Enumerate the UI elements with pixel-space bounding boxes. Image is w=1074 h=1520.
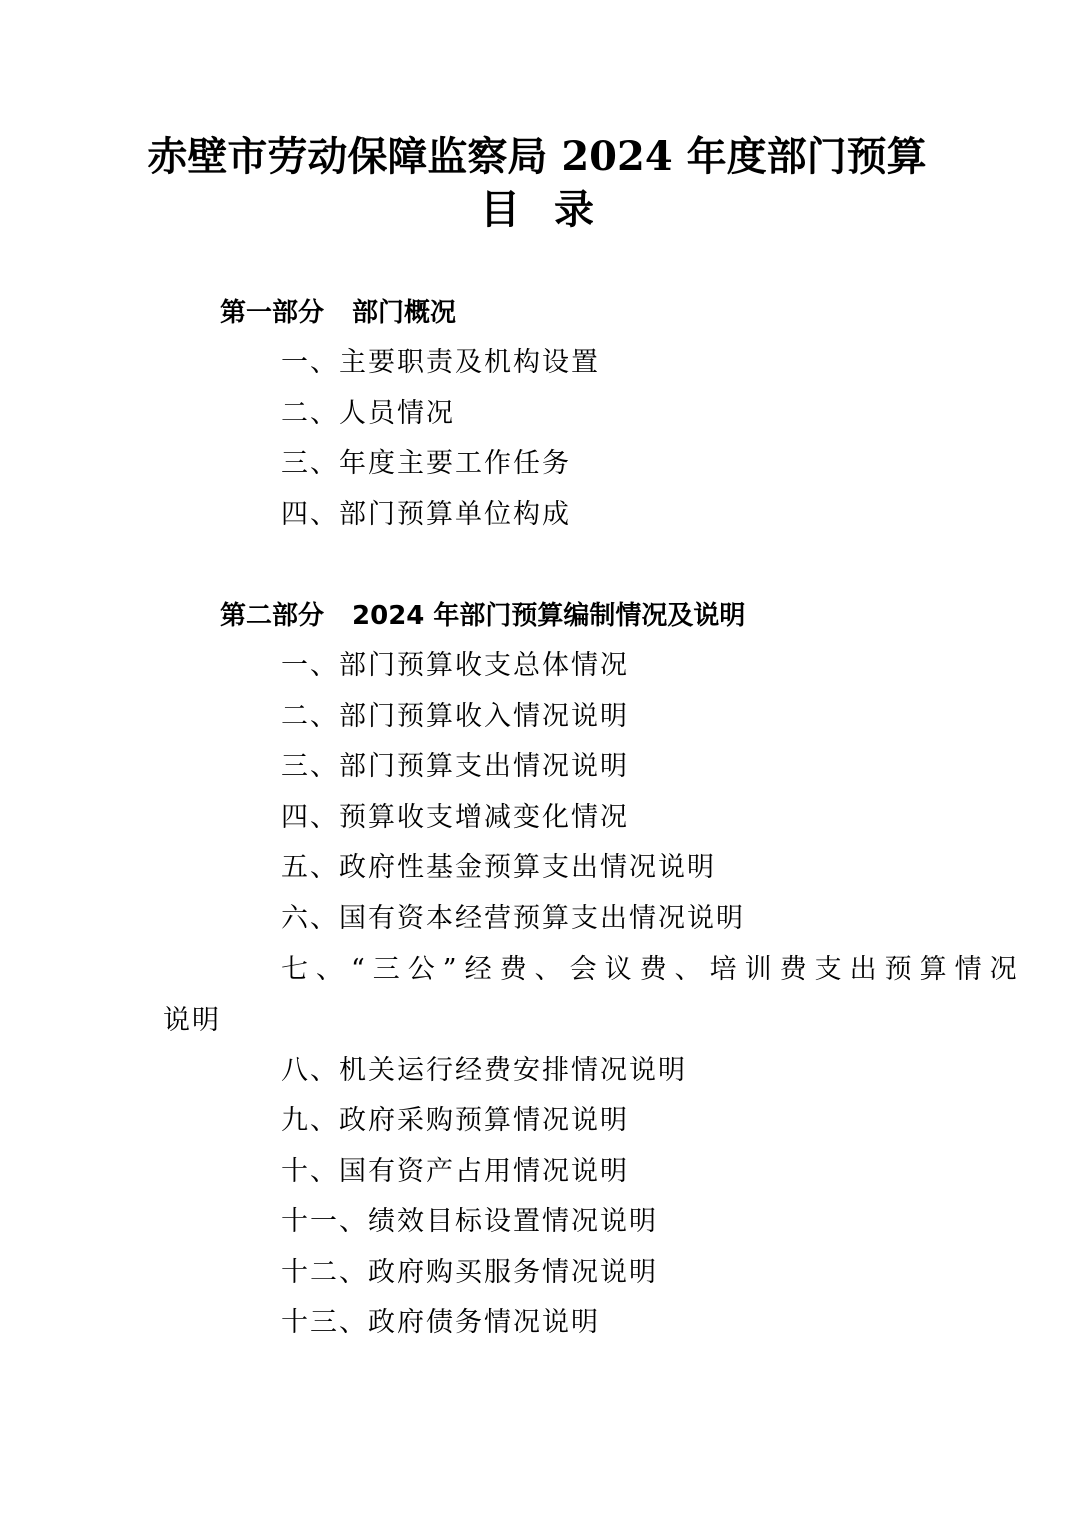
part-1-label: 第一部分 — [220, 298, 325, 328]
toc-item: 二、人员情况 — [281, 398, 455, 429]
document-title: 赤壁市劳动保障监察局 2024 年度部门预算 — [147, 133, 927, 180]
toc-item: 三、年度主要工作任务 — [281, 448, 571, 479]
toc-item: 三、部门预算支出情况说明 — [281, 751, 629, 782]
toc-item: 八、机关运行经费安排情况说明 — [281, 1055, 687, 1086]
toc-heading: 目录 — [480, 186, 628, 233]
toc-item: 二、部门预算收入情况说明 — [281, 701, 629, 732]
toc-item: 九、政府采购预算情况说明 — [281, 1105, 629, 1136]
toc-item: 十三、政府债务情况说明 — [281, 1307, 600, 1338]
part-1-heading — [220, 296, 456, 330]
toc-item: 六、国有资本经营预算支出情况说明 — [281, 903, 745, 934]
toc-item: 十、国有资产占用情况说明 — [281, 1156, 629, 1187]
toc-item-continuation: 说明 — [163, 1005, 221, 1036]
toc-item: 一、主要职责及机构设置 — [281, 347, 600, 378]
toc-item: 四、预算收支增减变化情况 — [281, 802, 629, 833]
part-1-name: 部门概况 — [352, 298, 457, 328]
part-2-heading — [220, 599, 745, 633]
part-2-label: 第二部分 — [220, 601, 325, 631]
toc-item: 七、“三公”经费、会议费、培训费支出预算情况 — [281, 954, 1025, 985]
toc-item: 一、部门预算收支总体情况 — [281, 650, 629, 681]
toc-item: 五、政府性基金预算支出情况说明 — [281, 852, 716, 883]
toc-item: 四、部门预算单位构成 — [281, 499, 571, 530]
toc-item: 十一、绩效目标设置情况说明 — [281, 1206, 658, 1237]
part-2-name: 2024 年部门预算编制情况及说明 — [352, 601, 746, 631]
toc-item: 十二、政府购买服务情况说明 — [281, 1257, 658, 1288]
